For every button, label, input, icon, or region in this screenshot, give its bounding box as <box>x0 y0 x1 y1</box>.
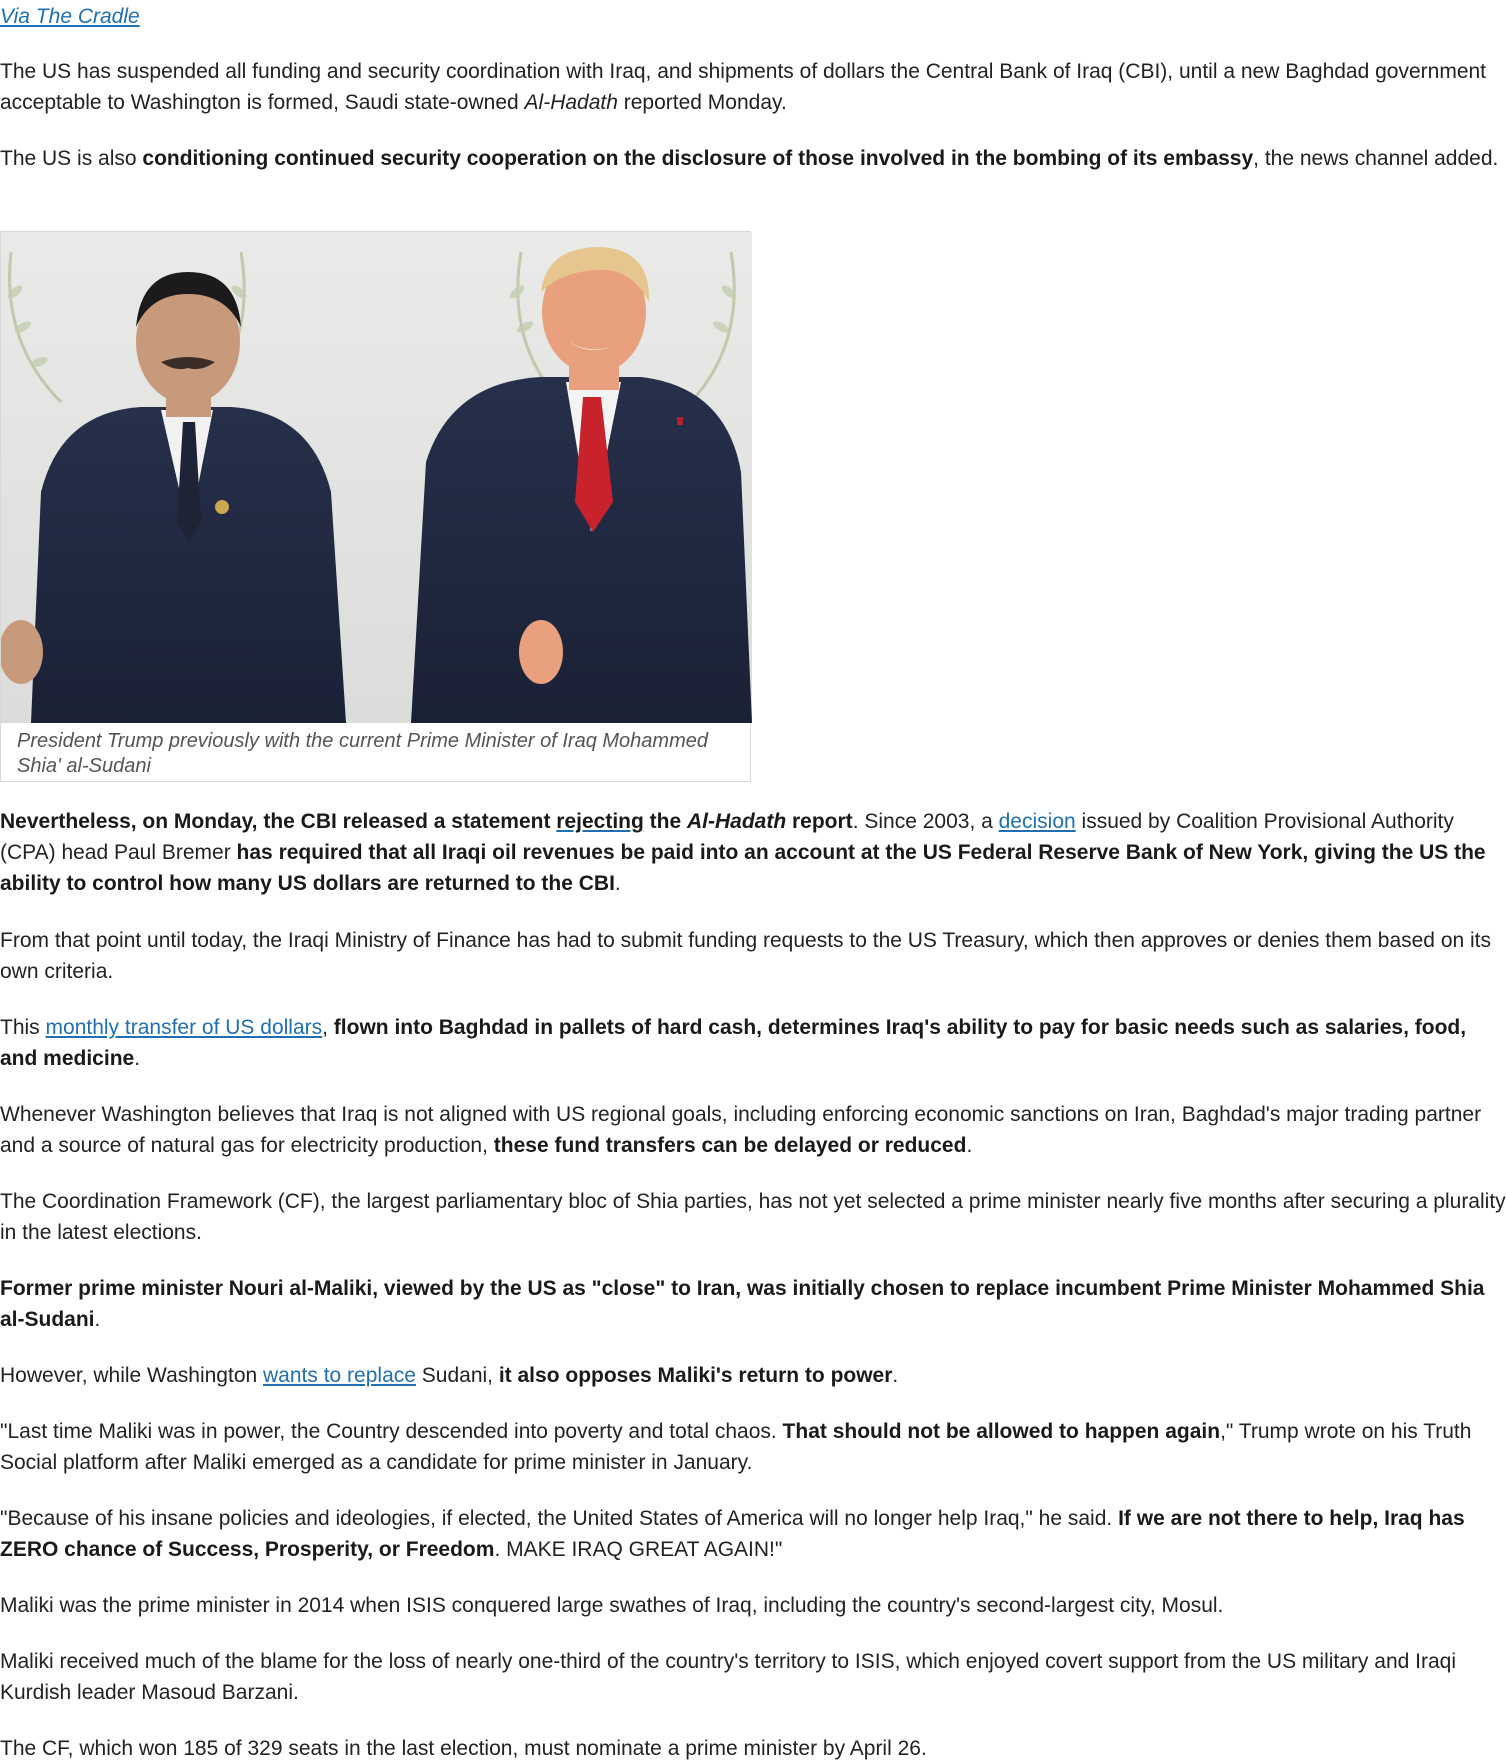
rejecting-link[interactable]: rejecting <box>556 810 644 833</box>
source-link[interactable]: Via The Cradle <box>0 5 140 28</box>
paragraph-3: Nevertheless, on Monday, the CBI released a statement rejecting the Al-Hadath report. Since 2003, a decision issued by Coalition Provisional Authority (CPA) head Paul Bremer has required that all Iraqi oil revenues be paid into an account at the US Federal Reserve Bank of New York, giving the US the ability to control how many US dollars are returned to the CBI. <box>0 810 1486 895</box>
paragraph-10: "Last time Maliki was in power, the Country descended into poverty and total chaos. That should not be allowed to happen again," Trump wrote on his Truth Social platform after Maliki emerged as a candidate for prime minister in January. <box>0 1420 1472 1474</box>
paragraph-11: "Because of his insane policies and ideologies, if elected, the United States of America will no longer help Iraq," he said. If we are not there to help, Iraq has ZERO chance of Success, Prosperity, or Freedom. MAKE IRAQ GREAT AGAIN!" <box>0 1507 1465 1561</box>
paragraph-14: The CF, which won 185 of 329 seats in the last election, must nominate a prime minister by April 26. <box>0 1737 927 1760</box>
paragraph-8: Former prime minister Nouri al-Maliki, viewed by the US as "close" to Iran, was initially chosen to replace incumbent Prime Minister Mohammed Shia al-Sudani. <box>0 1277 1485 1331</box>
paragraph-1: The US has suspended all funding and security coordination with Iraq, and shipments of dollars the Central Bank of Iraq (CBI), until a new Baghdad government acceptable to Washington is formed, Saudi state-owned Al-Hadath reported Monday. <box>0 60 1487 114</box>
wants-to-replace-link[interactable]: wants to replace <box>263 1364 416 1387</box>
paragraph-7: The Coordination Framework (CF), the largest parliamentary bloc of Shia parties, has not yet selected a prime minister nearly five months after securing a plurality in the latest elections. <box>0 1190 1506 1244</box>
photo <box>1 232 752 723</box>
article-figure <box>0 231 751 782</box>
paragraph-9: However, while Washington wants to replace Sudani, it also opposes Maliki's return to power. <box>0 1364 899 1387</box>
paragraph-4: From that point until today, the Iraqi Ministry of Finance has had to submit funding requests to the US Treasury, which then approves or denies them based on its own criteria. <box>0 929 1492 983</box>
paragraph-2: The US is also conditioning continued security cooperation on the disclosure of those involved in the bombing of its embassy, the news channel added. <box>0 147 1499 170</box>
monthly-transfer-link[interactable]: monthly transfer of US dollars <box>45 1016 323 1039</box>
source-paragraph <box>0 1 1506 32</box>
decision-link[interactable]: decision <box>998 810 1076 833</box>
photo-trump-sudani <box>1 232 752 723</box>
paragraph-12: Maliki was the prime minister in 2014 when ISIS conquered large swathes of Iraq, including the country's second-largest city, Mosul. <box>0 1594 1224 1617</box>
paragraph-5: This monthly transfer of US dollars, flown into Baghdad in pallets of hard cash, determines Iraq's ability to pay for basic needs such as salaries, food, and medicine. <box>0 1016 1467 1070</box>
paragraph-6: Whenever Washington believes that Iraq is not aligned with US regional goals, including enforcing economic sanctions on Iran, Baghdad's major trading partner and a source of natural gas for electricity production, these fund transfers can be delayed or reduced. <box>0 1103 1482 1157</box>
figure-caption: President Trump previously with the current Prime Minister of Iraq Mohammed Shia' al-Sudani <box>17 730 708 777</box>
paragraph-13: Maliki received much of the blame for the loss of nearly one-third of the country's territory to ISIS, which enjoyed covert support from the US military and Iraqi Kurdish leader Masoud Barzani. <box>0 1650 1456 1704</box>
